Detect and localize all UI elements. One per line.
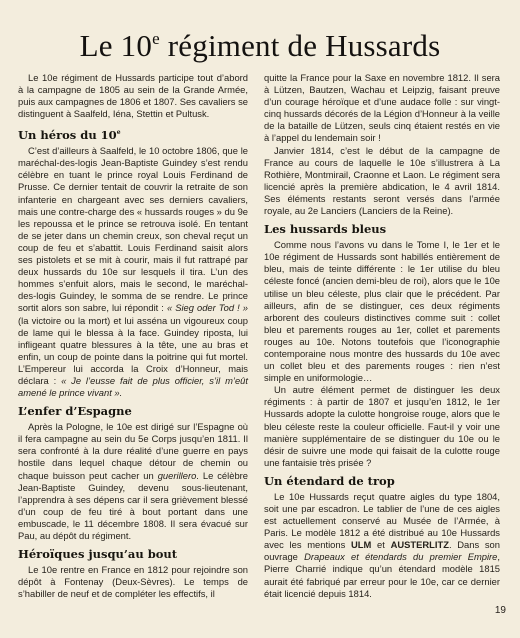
title-text: Le 10: [79, 28, 153, 63]
page-title: [0, 28, 520, 64]
title-sup: e: [152, 29, 160, 48]
emphasis-guerillero: guerillero: [157, 469, 197, 481]
mention-ulm: ULM: [351, 539, 372, 551]
paragraph-text: C’est d’ailleurs à Saalfeld, le 10 octobre 1806, que le maréchal-des-logis Jean-Baptiste Guindey s’est rendu célèbre en tuant le prince royal Louis Ferdinand de Prusse. Ce dernier tentait de couvrir la retraite de son infanterie en chargeant avec ses derniers cavaliers, mais une contre-charge des « hussards rouges » du 9e les repoussa et le prince se retrouva isolé. En tentant de se jeter dans un chemin creux, son cheval reçut un coup de feu et s’abattit. Louis Ferdinand saisit alors ses pistolets et se mit à courir, mais il fut rattrapé par deux hussards du 10e sur lesquels il tira. L’un des hommes s’enfuit alors, mais le second, le maréchal-des-logis Guindey, le somma de se rendre. Le prince sortit alors son sabre, lui répondit :: [18, 145, 248, 314]
heading-enfer-espagne: L’enfer d’Espagne: [18, 404, 132, 419]
paragraph-1814: Janvier 1814, c’est le début de la campagne de France au cours de laquelle le 10e s’illustrera à La Rothière, Montmirail, Craonne et Laon. Le régiment sera licencié après la première abdication, le 4 avril 1814. Ses éléments restants seront versés dans l’armée royale, au 2e Lanciers (Lanciers de la Reine).: [264, 144, 500, 217]
left-column: [18, 72, 248, 600]
quote-emperor: « Je l’eusse fait de plus officier, s’il m’eût amené le prince vivant ».: [18, 374, 248, 399]
page-number: 19: [494, 605, 506, 616]
paragraph-aigles: [264, 491, 500, 600]
paragraph-text: Après la Pologne, le 10e est dirigé sur l’Espagne où il fera campagne au sein du 5e Corps jusqu’en 1811. Il sera confronté à la dure réalité d’une guerre en pays hostile dans lequel chaque détour de chemin ou chaque buisson peut cacher un: [18, 421, 248, 481]
paragraph-espagne: [18, 421, 248, 542]
paragraph-1812: Le 10e rentre en France en 1812 pour rejoindre son dépôt à Fontenay (Deux-Sèvres). Le temps de s’habiller de neuf et de compléter les effectifs, il: [18, 564, 248, 600]
paragraph-bleu: Comme nous l’avons vu dans le Tome I, le 1er et le 10e régiment de Hussards sont habillés entièrement de bleu, mais de teinte différente : le 1er utilise du bleu céleste foncé (ancien demi-bleu de roi), alors que le 10e utilise un bleu céleste, plus clair que le précédent. Par ailleurs, afin de se distinguer, ces deux régiments arborent des couleurs distinctives comme suit : collet bleu et parements rouges au 1er, collet et parements rouges au 10e. Notons toutefois que l’iconographie contemporaine nous montre des hussards du 10e avec un collet bleu et des parements rouges : rien n’est simple en uniformologie…: [264, 239, 500, 384]
heading-etendard: Un étendard de trop: [264, 473, 395, 488]
quote-sieg-oder-tod: « Sieg oder Tod ! »: [166, 302, 248, 314]
paragraph-text-2: (la victoire ou la mort) et lui asséna un vigoureux coup de lame qui le blessa à la face. Guindey riposta, lui infligeant quatre blessures à la tête, une au bras et enfin, un coup de pointe dans la poitrine qui fut mortel. L’Empereur lui accorda la Croix d’Honneur, mais déclara :: [18, 314, 248, 386]
heading-sup: e: [116, 129, 121, 137]
heading-text: Un héros du 10: [18, 128, 117, 143]
title-rest: régiment de Hussards: [159, 28, 441, 63]
paragraph-guindey: [18, 145, 248, 399]
paragraph-text-2: . Le célèbre Jean-Baptiste Guindey, devenu sous-lieutenant, l’apprendra à ses dépens car il sera grièvement blessé d’un coup de feu tiré à bout portant dans une embuscade, le 11 décembre 1808. Il sera évacué sur Pau, au dépôt du régiment.: [18, 469, 248, 542]
paragraph-saxe: quitte la France pour la Saxe en novembre 1812. Il sera à Lützen, Bautzen, Wachau et Leipzig, faisant preuve d’un courage héroïque et d’une audace folle : sur vingt-cinq hussards décorés de la Légion d’Honneur à la veille de la bataille de Lützen, seuls cinq étaient restés en vie à l’appel du lendemain soir !: [264, 72, 500, 144]
heading-heroiques: Héroïques jusqu’au bout: [18, 547, 178, 562]
right-column: [264, 72, 500, 600]
book-title: Drapeaux et étendards du premier Empire: [304, 551, 498, 563]
mention-austerlitz: AUSTERLITZ: [390, 539, 449, 551]
intro-paragraph: Le 10e régiment de Hussards participe tout d’abord à la campagne de 1805 au sein de la Grande Armée, puis aux campagnes de 1806 et 1807. Ses cavaliers se distinguent à Saalfeld, Iéna, Stettin et Pultusk.: [18, 72, 248, 120]
paragraph-text-3: , Pierre Charrié indique qu’un étendard modèle 1815 aurait été fabriqué par erreur pour le 10e, car ce dernier était licencié depuis 1814.: [264, 551, 501, 599]
paragraph-culotte: Un autre élément permet de distinguer les deux régiments : à partir de 1807 et jusqu’en 1812, le 1er Hussards adopte la culotte hongroise rouge, alors que le bleu céleste reste la couleur officielle. Faut-il y voir une manière supplémentaire de se distinguer du 10e ou le désir de suivre une mode qui faisait de la culotte rouge une fantaisie très prisée ?: [264, 384, 500, 468]
heading-hussards-bleus: Les hussards bleus: [264, 222, 387, 237]
paragraph-text-2: . Dans son ouvrage: [264, 539, 500, 563]
heading-un-heros: [18, 126, 248, 142]
paragraph-text: Le 10e Hussards reçut quatre aigles du type 1804, soit une par escadron. Le tablier de l’une de ces aigles est actuellement conservé au Musée de l’Armée, à Paris. Le modèle 1812 a été distribué au 10e Hussards avec les mentions: [264, 490, 500, 551]
conjunction: et: [371, 539, 391, 551]
